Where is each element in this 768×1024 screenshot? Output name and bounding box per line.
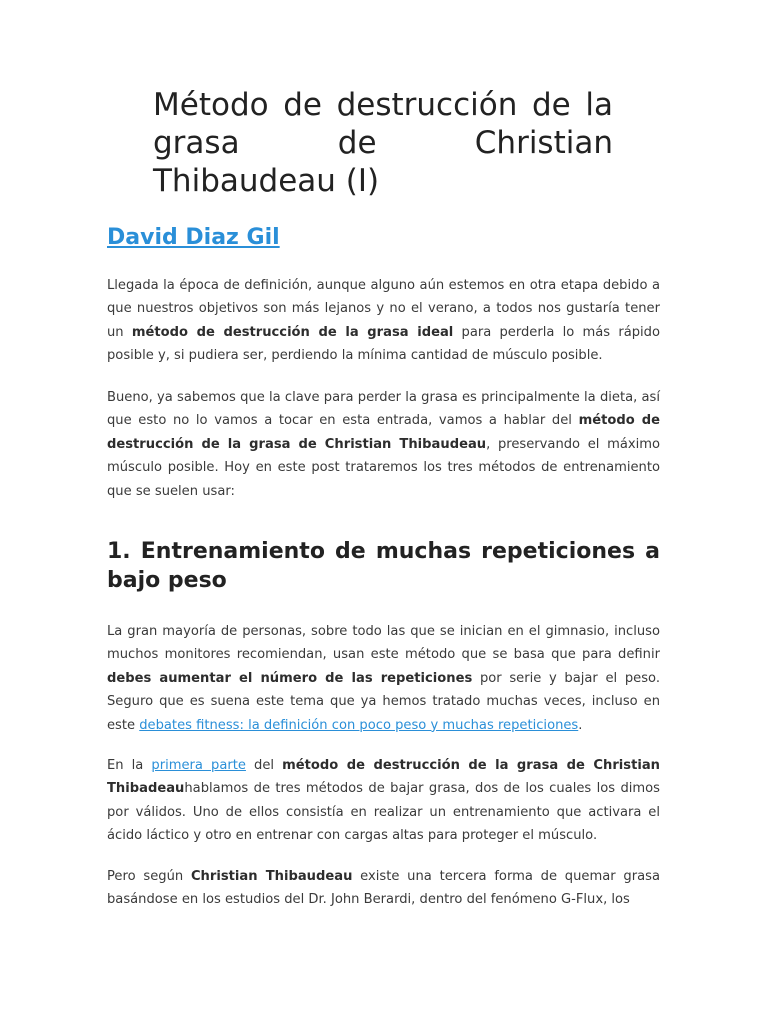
paragraph-fifth — [107, 865, 660, 912]
paragraph-fourth — [107, 754, 660, 848]
p4-bold-1: método de destrucción de la grasa de Christian Thibadeau — [107, 758, 660, 797]
p3-text-3: . — [578, 717, 583, 733]
p3-bold-1: debes aumentar el número de las repeticiones — [107, 670, 473, 686]
p4-text-2: del — [245, 758, 283, 773]
article-title: Método de destrucción de la grasa de Christian Thibaudeau (I) — [153, 87, 613, 199]
primera-parte-link[interactable]: primera parte — [151, 758, 246, 773]
paragraph-intro — [107, 274, 660, 368]
paragraph-third — [107, 620, 660, 737]
p5-text-2: existe una tercera forma de quemar grasa basándose en los estudios del Dr. John Berardi, dentro del fenómeno G-Flux, los — [107, 869, 660, 908]
p2-bold-1: método de destrucción de la grasa de Christian Thibaudeau — [107, 413, 660, 452]
p5-bold-1: Christian Thibaudeau — [190, 869, 353, 884]
author-link[interactable]: David Diaz Gil — [107, 225, 280, 250]
p5-text-1: Pero según — [107, 869, 191, 884]
p2-text-2: , preservando el máximo músculo posible. Hoy en este post trataremos los tres métodos de entrenamiento que se suelen usar: — [107, 436, 660, 499]
p1-bold-1: método de destrucción de la grasa ideal — [131, 324, 454, 340]
paragraph-second — [107, 386, 660, 503]
p2-text-1: Bueno, ya sabemos que la clave para perder la grasa es principalmente la dieta, así que esto no lo vamos a tocar en esta entrada, vamos a hablar del — [107, 390, 660, 429]
debates-fitness-link[interactable]: debates fitness: la definición con poco peso y muchas repeticiones — [139, 717, 579, 733]
author-name — [107, 224, 280, 252]
p3-text-2: por serie y bajar el peso. Seguro que es suena este tema que ya hemos tratado muchas veces, incluso en este — [107, 670, 660, 733]
p3-text-1: La gran mayoría de personas, sobre todo las que se inician en el gimnasio, incluso muchos monitores recomiendan, usan este método que se basa que para definir — [107, 624, 660, 663]
section-heading-1: 1. Entrenamiento de muchas repeticiones a bajo peso — [107, 539, 660, 593]
p1-text-2: para perderla lo más rápido posible y, si pudiera ser, perdiendo la mínima cantidad de músculo posible. — [107, 324, 661, 364]
p4-text-3: hablamos de tres métodos de bajar grasa, dos de los cuales los dimos por válidos. Uno de ellos consistía en realizar un entrenamiento que activara el ácido láctico y otro en entrenar con cargas altas para proteger el músculo. — [107, 781, 660, 844]
p1-text-1: Llegada la época de definición, aunque alguno aún estemos en otra etapa debido a que nuestros objetivos son más lejanos y no el verano, a todos nos gustaría tener un — [107, 278, 660, 340]
p4-text-1: En la — [107, 758, 152, 773]
